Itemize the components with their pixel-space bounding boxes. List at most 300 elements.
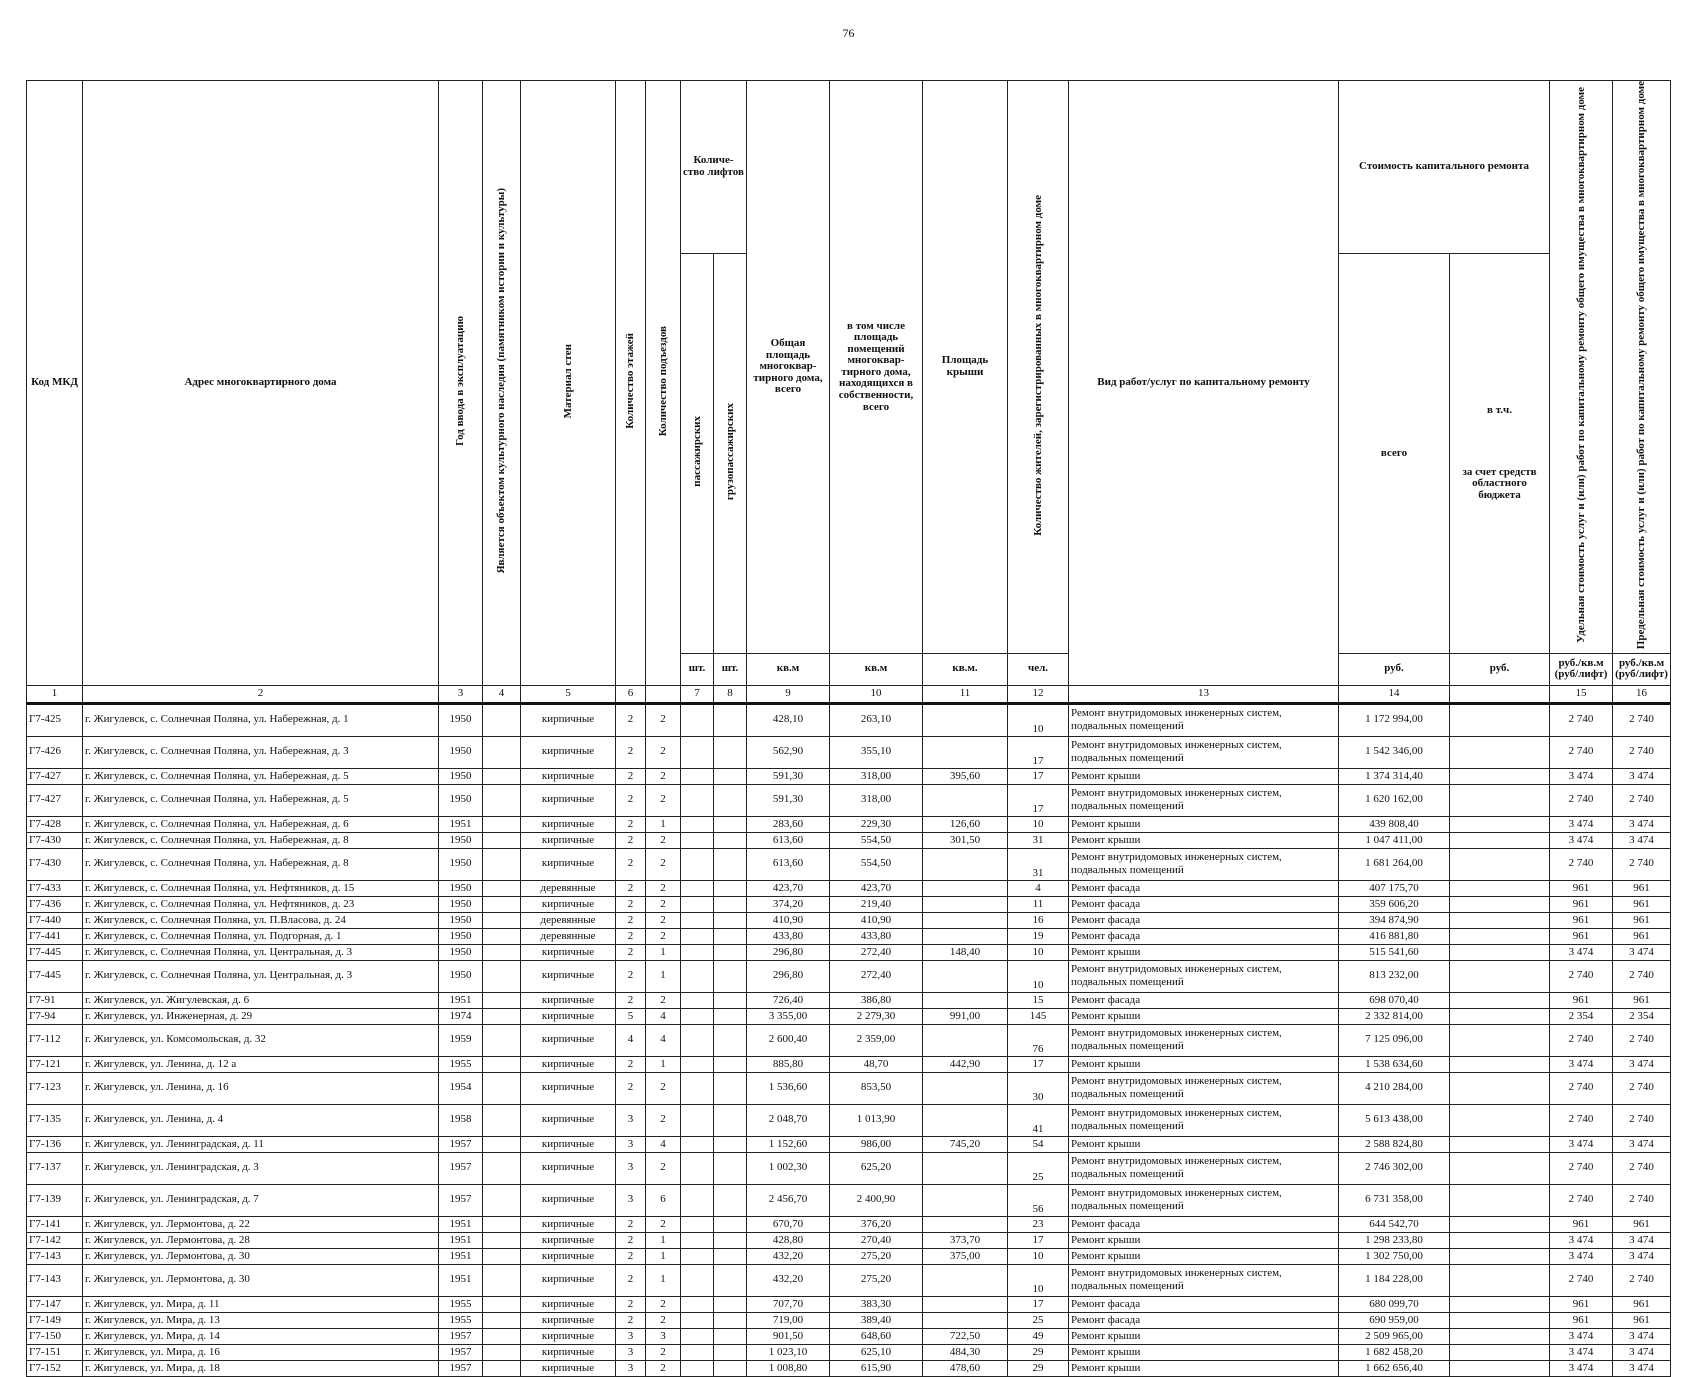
cell-walls: кирпичные <box>521 1312 616 1328</box>
cell-work-type: Ремонт внутридомовых инженерных систем, подвальных помещений <box>1069 1072 1339 1104</box>
table-row <box>27 1024 1671 1056</box>
cell-residents: 31 <box>1008 832 1069 848</box>
cell-residents: 54 <box>1008 1136 1069 1152</box>
cell-lifts-pass <box>681 1104 714 1136</box>
cell-cost-regional <box>1450 1232 1550 1248</box>
cell-unit-cost: 2 740 <box>1550 736 1613 768</box>
cell-unit-cost: 3 474 <box>1550 944 1613 960</box>
header-address: Адрес многоквартирного дома <box>83 81 439 686</box>
cell-floors: 2 <box>616 944 646 960</box>
cell-area-owned: 318,00 <box>830 768 923 784</box>
cell-area-total: 2 048,70 <box>747 1104 830 1136</box>
cell-cost-regional <box>1450 1008 1550 1024</box>
column-number: 3 <box>439 685 483 703</box>
header-unit-cost-text: Удельная стоимость услуг и (или) работ по капитальному ремонту общего имущества в многоквартирном доме <box>1574 87 1587 643</box>
cell-area-owned: 272,40 <box>830 944 923 960</box>
cell-area-total: 296,80 <box>747 960 830 992</box>
table-row <box>27 992 1671 1008</box>
cell-area-owned: 433,80 <box>830 928 923 944</box>
cell-code: Г7-147 <box>27 1296 83 1312</box>
cell-area-total: 591,30 <box>747 768 830 784</box>
cell-residents: 49 <box>1008 1328 1069 1344</box>
cell-unit-cost: 3 474 <box>1550 1136 1613 1152</box>
cell-lifts-cargo <box>714 1360 747 1376</box>
cell-floors: 3 <box>616 1344 646 1360</box>
cell-year: 1957 <box>439 1360 483 1376</box>
cell-lifts-cargo <box>714 1072 747 1104</box>
cell-walls: кирпичные <box>521 736 616 768</box>
cell-heritage <box>483 1312 521 1328</box>
cell-area-owned: 423,70 <box>830 880 923 896</box>
cell-walls: кирпичные <box>521 1104 616 1136</box>
cell-residents: 15 <box>1008 992 1069 1008</box>
header-entrances <box>646 81 681 686</box>
column-number: 4 <box>483 685 521 703</box>
cell-lifts-cargo <box>714 1264 747 1296</box>
table-row <box>27 896 1671 912</box>
cell-code: Г7-143 <box>27 1264 83 1296</box>
cell-entrances: 4 <box>646 1136 681 1152</box>
cell-floors: 2 <box>616 1312 646 1328</box>
cell-lifts-pass <box>681 832 714 848</box>
cell-address: г. Жигулевск, ул. Мира, д. 11 <box>83 1296 439 1312</box>
cell-lifts-cargo <box>714 832 747 848</box>
cell-year: 1950 <box>439 832 483 848</box>
cell-floors: 5 <box>616 1008 646 1024</box>
cell-code: Г7-139 <box>27 1184 83 1216</box>
cell-address: г. Жигулевск, ул. Ленинградская, д. 3 <box>83 1152 439 1184</box>
cell-area-owned: 318,00 <box>830 784 923 816</box>
unit-sqm-2: кв.м <box>830 653 923 685</box>
cell-year: 1950 <box>439 880 483 896</box>
cell-residents: 145 <box>1008 1008 1069 1024</box>
cell-entrances: 6 <box>646 1184 681 1216</box>
cell-floors: 2 <box>616 1232 646 1248</box>
cell-code: Г7-143 <box>27 1248 83 1264</box>
cell-cost-regional <box>1450 1104 1550 1136</box>
cell-year: 1951 <box>439 992 483 1008</box>
cell-cost-regional <box>1450 736 1550 768</box>
cell-entrances: 2 <box>646 912 681 928</box>
cell-heritage <box>483 1248 521 1264</box>
cell-limit-cost: 3 474 <box>1613 832 1671 848</box>
cell-code: Г7-440 <box>27 912 83 928</box>
cell-heritage <box>483 1152 521 1184</box>
cell-address: г. Жигулевск, с. Солнечная Поляна, ул. П.Власова, д. 24 <box>83 912 439 928</box>
cell-work-type: Ремонт крыши <box>1069 1248 1339 1264</box>
cell-area-owned: 376,20 <box>830 1216 923 1232</box>
cell-address: г. Жигулевск, ул. Ленинградская, д. 11 <box>83 1136 439 1152</box>
cell-entrances: 2 <box>646 1216 681 1232</box>
cell-code: Г7-445 <box>27 960 83 992</box>
cell-lifts-cargo <box>714 960 747 992</box>
cell-cost-regional <box>1450 703 1550 736</box>
cell-limit-cost: 3 474 <box>1613 944 1671 960</box>
cell-year: 1951 <box>439 1232 483 1248</box>
cell-floors: 2 <box>616 960 646 992</box>
cell-area-total: 428,80 <box>747 1232 830 1248</box>
unit-pcs-2: шт. <box>714 653 747 685</box>
table-row <box>27 880 1671 896</box>
header-area-total: Общая площадь многоквар-тирного дома, всего <box>747 81 830 654</box>
cell-lifts-pass <box>681 928 714 944</box>
cell-cost-total: 439 808,40 <box>1339 816 1450 832</box>
cell-lifts-pass <box>681 1136 714 1152</box>
cell-entrances: 2 <box>646 768 681 784</box>
cell-code: Г7-430 <box>27 832 83 848</box>
cell-residents: 29 <box>1008 1344 1069 1360</box>
cell-residents: 10 <box>1008 816 1069 832</box>
table-row <box>27 1072 1671 1104</box>
cell-walls: кирпичные <box>521 1216 616 1232</box>
table-row <box>27 1136 1671 1152</box>
cell-work-type: Ремонт фасада <box>1069 880 1339 896</box>
cell-heritage <box>483 1184 521 1216</box>
cell-address: г. Жигулевск, с. Солнечная Поляна, ул. Центральная, д. 3 <box>83 960 439 992</box>
cell-limit-cost: 2 740 <box>1613 848 1671 880</box>
cell-roof-area <box>923 736 1008 768</box>
cell-walls: кирпичные <box>521 816 616 832</box>
cell-entrances: 4 <box>646 1024 681 1056</box>
cell-heritage <box>483 1264 521 1296</box>
table-row <box>27 816 1671 832</box>
table-row <box>27 736 1671 768</box>
cell-limit-cost: 2 740 <box>1613 1264 1671 1296</box>
cell-roof-area: 991,00 <box>923 1008 1008 1024</box>
cell-heritage <box>483 912 521 928</box>
cell-entrances: 2 <box>646 1104 681 1136</box>
header-lifts-cargo-text: грузопассажирских <box>723 403 736 501</box>
cell-unit-cost: 961 <box>1550 912 1613 928</box>
cell-area-owned: 625,10 <box>830 1344 923 1360</box>
cell-limit-cost: 2 740 <box>1613 703 1671 736</box>
header-residents-text: Количество жителей, зарегистрированных в многоквартирном доме <box>1031 194 1044 536</box>
cell-unit-cost: 3 474 <box>1550 1344 1613 1360</box>
cell-walls: кирпичные <box>521 703 616 736</box>
column-number: 5 <box>521 685 616 703</box>
cell-lifts-cargo <box>714 1232 747 1248</box>
cell-area-owned: 355,10 <box>830 736 923 768</box>
cell-code: Г7-150 <box>27 1328 83 1344</box>
cell-residents: 17 <box>1008 1232 1069 1248</box>
cell-roof-area: 301,50 <box>923 832 1008 848</box>
cell-roof-area <box>923 1072 1008 1104</box>
cell-year: 1955 <box>439 1056 483 1072</box>
cell-residents: 10 <box>1008 1264 1069 1296</box>
cell-area-owned: 2 400,90 <box>830 1184 923 1216</box>
cell-unit-cost: 2 740 <box>1550 1072 1613 1104</box>
column-number: 8 <box>714 685 747 703</box>
header-work-type: Вид работ/услуг по капитальному ремонту <box>1069 81 1339 686</box>
cell-entrances: 2 <box>646 1072 681 1104</box>
cell-roof-area <box>923 784 1008 816</box>
cell-limit-cost: 2 740 <box>1613 1024 1671 1056</box>
cell-heritage <box>483 1008 521 1024</box>
cell-work-type: Ремонт крыши <box>1069 1344 1339 1360</box>
cell-code: Г7-445 <box>27 944 83 960</box>
cell-residents: 10 <box>1008 960 1069 992</box>
cell-residents: 17 <box>1008 1296 1069 1312</box>
cell-lifts-cargo <box>714 1008 747 1024</box>
cell-year: 1974 <box>439 1008 483 1024</box>
cell-heritage <box>483 1344 521 1360</box>
cell-year: 1957 <box>439 1152 483 1184</box>
cell-unit-cost: 961 <box>1550 1312 1613 1328</box>
cell-cost-regional <box>1450 1072 1550 1104</box>
cell-cost-total: 5 613 438,00 <box>1339 1104 1450 1136</box>
table-row <box>27 1152 1671 1184</box>
cell-entrances: 2 <box>646 928 681 944</box>
cell-heritage <box>483 1024 521 1056</box>
cell-code: Г7-136 <box>27 1136 83 1152</box>
cell-work-type: Ремонт внутридомовых инженерных систем, подвальных помещений <box>1069 1184 1339 1216</box>
cell-entrances: 3 <box>646 1328 681 1344</box>
cell-floors: 2 <box>616 912 646 928</box>
cell-address: г. Жигулевск, ул. Комсомольская, д. 32 <box>83 1024 439 1056</box>
cell-lifts-cargo <box>714 896 747 912</box>
cell-area-total: 1 008,80 <box>747 1360 830 1376</box>
cell-area-total: 562,90 <box>747 736 830 768</box>
cell-heritage <box>483 1296 521 1312</box>
cell-cost-total: 813 232,00 <box>1339 960 1450 992</box>
cell-cost-total: 1 047 411,00 <box>1339 832 1450 848</box>
cell-work-type: Ремонт внутридомовых инженерных систем, подвальных помещений <box>1069 1104 1339 1136</box>
cell-year: 1951 <box>439 1248 483 1264</box>
cell-lifts-cargo <box>714 1344 747 1360</box>
cell-cost-regional <box>1450 1264 1550 1296</box>
cell-entrances: 1 <box>646 944 681 960</box>
cell-cost-total: 2 332 814,00 <box>1339 1008 1450 1024</box>
cell-cost-total: 6 731 358,00 <box>1339 1184 1450 1216</box>
cell-cost-total: 1 620 162,00 <box>1339 784 1450 816</box>
cell-lifts-pass <box>681 1360 714 1376</box>
cell-limit-cost: 3 474 <box>1613 1136 1671 1152</box>
unit-pcs-1: шт. <box>681 653 714 685</box>
cell-area-total: 707,70 <box>747 1296 830 1312</box>
cell-cost-regional <box>1450 1136 1550 1152</box>
cell-cost-total: 1 682 458,20 <box>1339 1344 1450 1360</box>
table-row <box>27 1264 1671 1296</box>
cell-walls: кирпичные <box>521 1136 616 1152</box>
cell-walls: кирпичные <box>521 1328 616 1344</box>
cell-limit-cost: 3 474 <box>1613 1248 1671 1264</box>
cell-residents: 10 <box>1008 703 1069 736</box>
cell-limit-cost: 961 <box>1613 896 1671 912</box>
cell-cost-total: 1 184 228,00 <box>1339 1264 1450 1296</box>
cell-code: Г7-428 <box>27 816 83 832</box>
table-row <box>27 832 1671 848</box>
unit-rub-2: руб. <box>1450 653 1550 685</box>
column-number: 9 <box>747 685 830 703</box>
cell-cost-total: 4 210 284,00 <box>1339 1072 1450 1104</box>
cell-floors: 2 <box>616 880 646 896</box>
cell-residents: 17 <box>1008 768 1069 784</box>
cell-area-owned: 270,40 <box>830 1232 923 1248</box>
cell-floors: 2 <box>616 1296 646 1312</box>
cell-entrances: 2 <box>646 896 681 912</box>
cell-floors: 2 <box>616 1072 646 1104</box>
cell-cost-regional <box>1450 1296 1550 1312</box>
table-row <box>27 944 1671 960</box>
cell-address: г. Жигулевск, с. Солнечная Поляна, ул. Набережная, д. 5 <box>83 784 439 816</box>
cell-heritage <box>483 784 521 816</box>
cell-lifts-cargo <box>714 880 747 896</box>
cell-roof-area: 442,90 <box>923 1056 1008 1072</box>
cell-lifts-cargo <box>714 1328 747 1344</box>
cell-area-owned: 410,90 <box>830 912 923 928</box>
cell-area-owned: 229,30 <box>830 816 923 832</box>
cell-residents: 17 <box>1008 1056 1069 1072</box>
cell-cost-total: 7 125 096,00 <box>1339 1024 1450 1056</box>
cell-lifts-pass <box>681 1312 714 1328</box>
cell-work-type: Ремонт крыши <box>1069 832 1339 848</box>
cell-walls: кирпичные <box>521 1072 616 1104</box>
cell-limit-cost: 3 474 <box>1613 1344 1671 1360</box>
cell-work-type: Ремонт внутридомовых инженерных систем, подвальных помещений <box>1069 848 1339 880</box>
cell-year: 1950 <box>439 960 483 992</box>
cell-cost-regional <box>1450 784 1550 816</box>
cell-work-type: Ремонт фасада <box>1069 896 1339 912</box>
cell-heritage <box>483 896 521 912</box>
cell-unit-cost: 3 474 <box>1550 1328 1613 1344</box>
cell-roof-area <box>923 960 1008 992</box>
cell-unit-cost: 961 <box>1550 1296 1613 1312</box>
cell-cost-total: 2 509 965,00 <box>1339 1328 1450 1344</box>
cell-area-owned: 648,60 <box>830 1328 923 1344</box>
cell-area-total: 296,80 <box>747 944 830 960</box>
header-lifts-pass-text: пассажирских <box>690 416 703 487</box>
column-number: 6 <box>616 685 646 703</box>
cell-entrances: 1 <box>646 1232 681 1248</box>
cell-limit-cost: 3 474 <box>1613 1232 1671 1248</box>
cell-cost-regional <box>1450 1312 1550 1328</box>
cell-entrances: 1 <box>646 1248 681 1264</box>
cell-limit-cost: 961 <box>1613 1216 1671 1232</box>
table-row <box>27 960 1671 992</box>
cell-address: г. Жигулевск, с. Солнечная Поляна, ул. Подгорная, д. 1 <box>83 928 439 944</box>
column-number: 10 <box>830 685 923 703</box>
cell-entrances: 1 <box>646 960 681 992</box>
cell-cost-total: 1 172 994,00 <box>1339 703 1450 736</box>
cell-walls: кирпичные <box>521 1248 616 1264</box>
cell-walls: кирпичные <box>521 784 616 816</box>
cell-year: 1957 <box>439 1184 483 1216</box>
cell-residents: 19 <box>1008 928 1069 944</box>
cell-floors: 3 <box>616 1184 646 1216</box>
cell-unit-cost: 961 <box>1550 1216 1613 1232</box>
table-row <box>27 1232 1671 1248</box>
table-body <box>27 703 1671 1376</box>
cell-limit-cost: 3 474 <box>1613 1360 1671 1376</box>
cell-walls: кирпичные <box>521 1344 616 1360</box>
cell-code: Г7-433 <box>27 880 83 896</box>
cell-area-owned: 1 013,90 <box>830 1104 923 1136</box>
cell-lifts-cargo <box>714 768 747 784</box>
cell-area-total: 1 152,60 <box>747 1136 830 1152</box>
cell-roof-area: 484,30 <box>923 1344 1008 1360</box>
cell-address: г. Жигулевск, с. Солнечная Поляна, ул. Набережная, д. 1 <box>83 703 439 736</box>
header-walls <box>521 81 616 686</box>
cell-address: г. Жигулевск, с. Солнечная Поляна, ул. Набережная, д. 6 <box>83 816 439 832</box>
column-number: 11 <box>923 685 1008 703</box>
cell-residents: 56 <box>1008 1184 1069 1216</box>
cell-address: г. Жигулевск, с. Солнечная Поляна, ул. Набережная, д. 8 <box>83 832 439 848</box>
cell-heritage <box>483 1104 521 1136</box>
table-row <box>27 1104 1671 1136</box>
cell-area-total: 613,60 <box>747 832 830 848</box>
cell-year: 1957 <box>439 1136 483 1152</box>
cell-area-total: 1 023,10 <box>747 1344 830 1360</box>
cell-walls: кирпичные <box>521 1232 616 1248</box>
cell-lifts-cargo <box>714 928 747 944</box>
table-row <box>27 784 1671 816</box>
cell-area-owned: 2 279,30 <box>830 1008 923 1024</box>
cell-area-total: 2 456,70 <box>747 1184 830 1216</box>
cell-roof-area <box>923 1296 1008 1312</box>
cell-floors: 2 <box>616 848 646 880</box>
header-floors <box>616 81 646 686</box>
cell-cost-total: 2 746 302,00 <box>1339 1152 1450 1184</box>
cell-lifts-pass <box>681 816 714 832</box>
cell-floors: 2 <box>616 784 646 816</box>
cell-cost-regional <box>1450 928 1550 944</box>
cell-cost-total: 359 606,20 <box>1339 896 1450 912</box>
cell-year: 1954 <box>439 1072 483 1104</box>
capital-repair-table <box>26 80 1671 1377</box>
column-number <box>646 685 681 703</box>
table-row <box>27 703 1671 736</box>
cell-unit-cost: 2 354 <box>1550 1008 1613 1024</box>
cell-heritage <box>483 944 521 960</box>
cell-walls: деревянные <box>521 880 616 896</box>
cell-floors: 2 <box>616 736 646 768</box>
cell-year: 1951 <box>439 1216 483 1232</box>
cell-area-owned: 554,50 <box>830 848 923 880</box>
cell-lifts-pass <box>681 1072 714 1104</box>
cell-lifts-cargo <box>714 1024 747 1056</box>
cell-area-owned: 554,50 <box>830 832 923 848</box>
cell-cost-regional <box>1450 880 1550 896</box>
cell-lifts-pass <box>681 1216 714 1232</box>
cell-heritage <box>483 1216 521 1232</box>
cell-floors: 2 <box>616 768 646 784</box>
cell-limit-cost: 2 740 <box>1613 784 1671 816</box>
column-number: 15 <box>1550 685 1613 703</box>
cell-roof-area <box>923 896 1008 912</box>
cell-address: г. Жигулевск, ул. Ленина, д. 4 <box>83 1104 439 1136</box>
cell-entrances: 2 <box>646 703 681 736</box>
cell-code: Г7-135 <box>27 1104 83 1136</box>
header-lifts-cargo <box>714 253 747 653</box>
cell-lifts-cargo <box>714 992 747 1008</box>
cell-area-total: 374,20 <box>747 896 830 912</box>
cell-entrances: 2 <box>646 1152 681 1184</box>
cell-cost-regional <box>1450 1344 1550 1360</box>
unit-rub-1: руб. <box>1339 653 1450 685</box>
cell-work-type: Ремонт фасада <box>1069 992 1339 1008</box>
cell-walls: кирпичные <box>521 1056 616 1072</box>
cell-cost-regional <box>1450 848 1550 880</box>
table-row <box>27 1312 1671 1328</box>
header-cost-group: Стоимость капитального ремонта <box>1339 81 1550 254</box>
cell-limit-cost: 961 <box>1613 880 1671 896</box>
cell-roof-area <box>923 703 1008 736</box>
cell-walls: деревянные <box>521 912 616 928</box>
cell-entrances: 2 <box>646 1360 681 1376</box>
cell-walls: кирпичные <box>521 896 616 912</box>
cell-floors: 2 <box>616 992 646 1008</box>
cell-year: 1950 <box>439 848 483 880</box>
